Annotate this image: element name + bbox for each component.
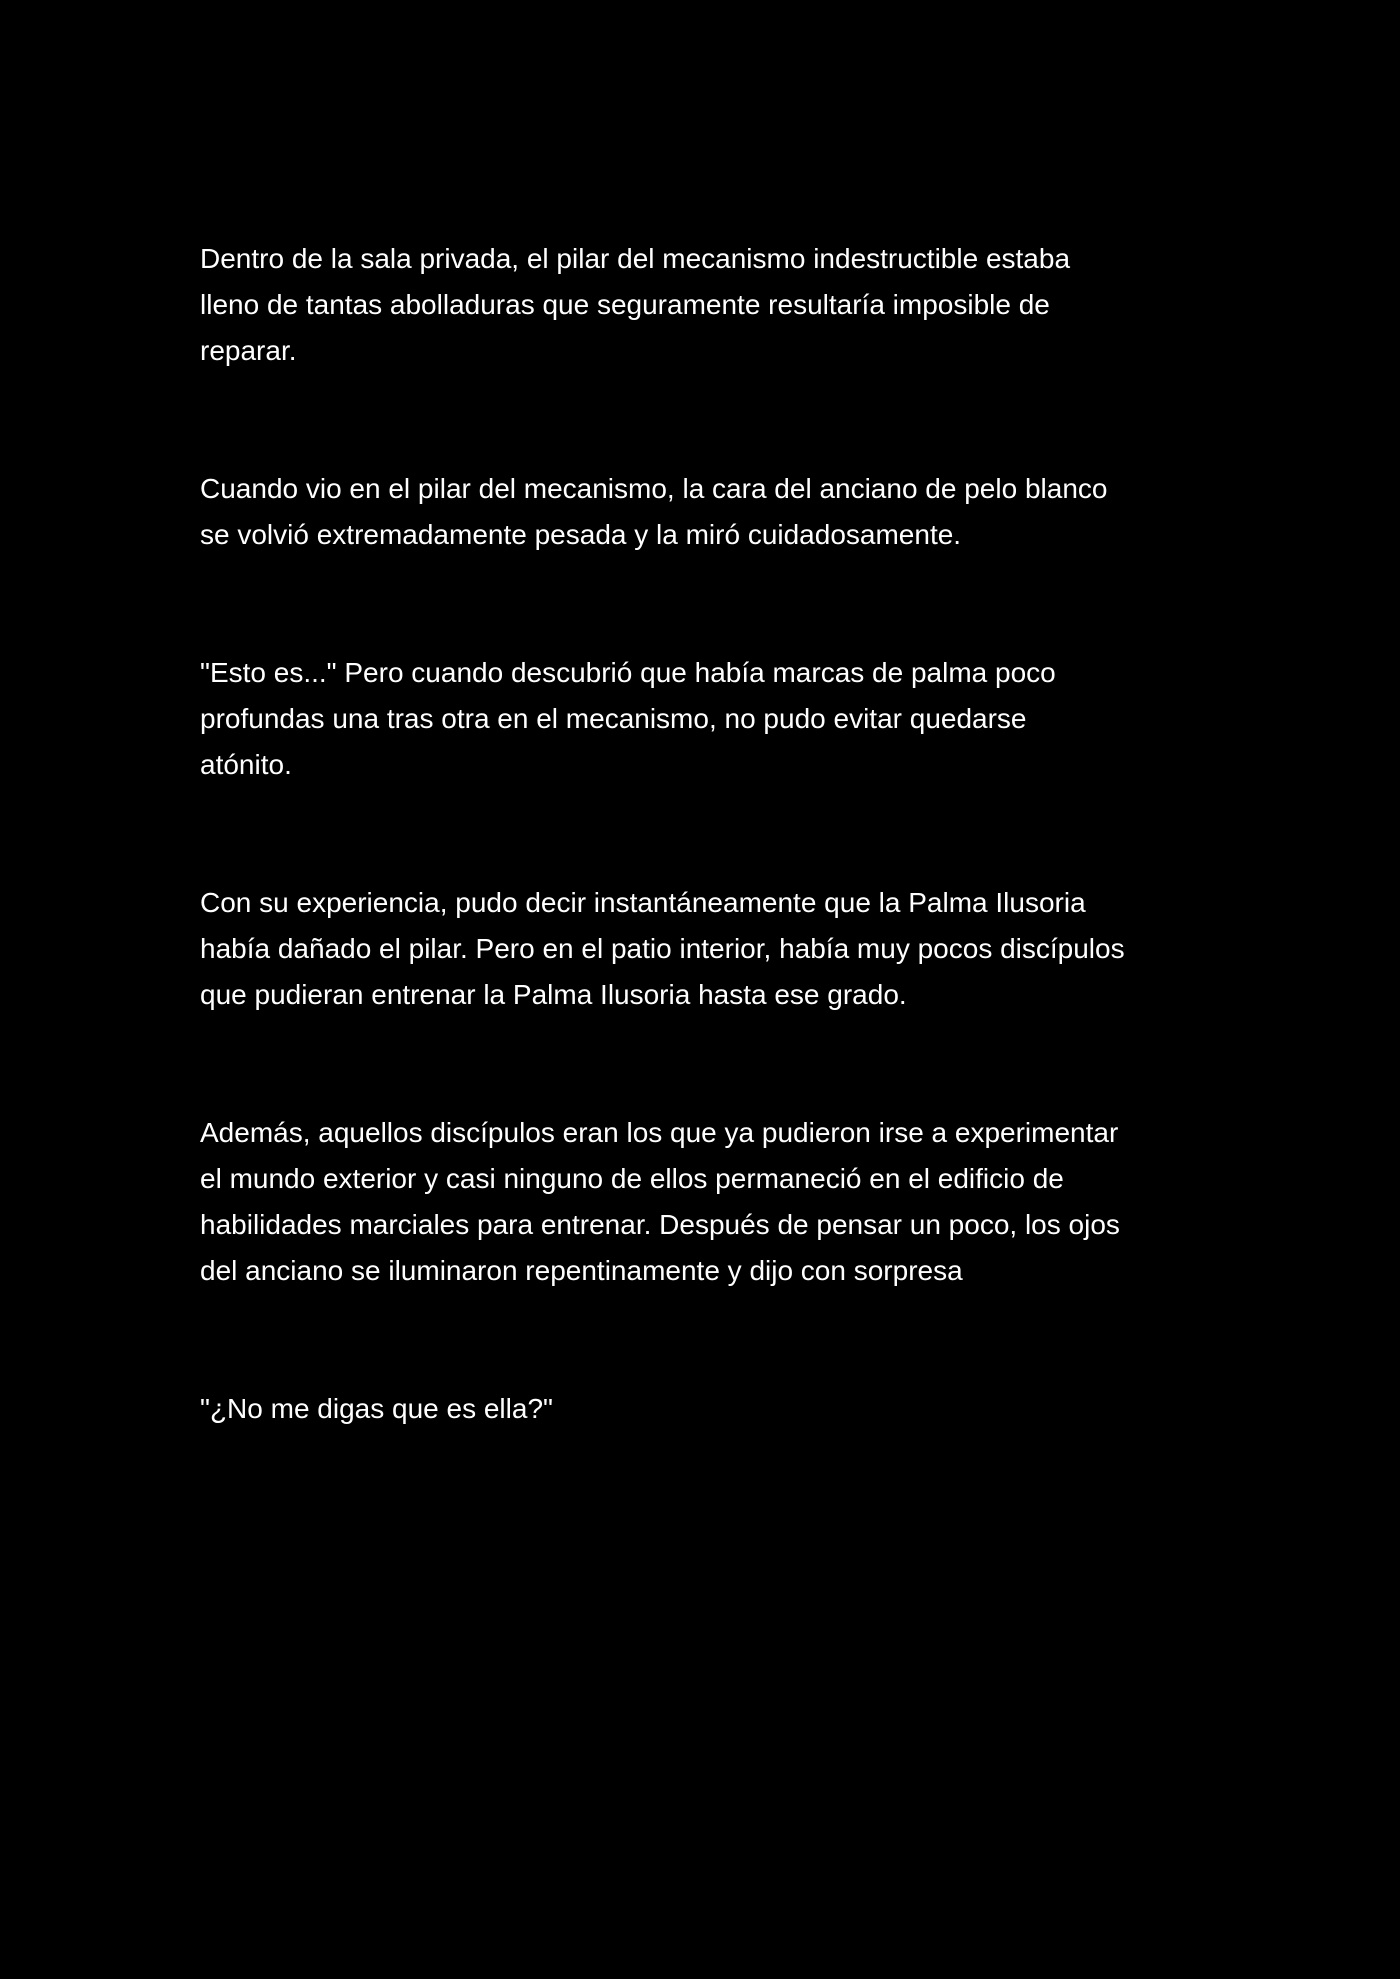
paragraph xyxy=(200,466,1210,558)
paragraph xyxy=(200,1110,1210,1294)
text-line: "Esto es..." Pero cuando descubrió que había marcas de palma poco xyxy=(200,657,1056,688)
text-line: el mundo exterior y casi ninguno de ellos permaneció en el edificio de xyxy=(200,1163,1064,1194)
text-line: Además, aquellos discípulos eran los que ya pudieron irse a experimentar xyxy=(200,1117,1119,1148)
text-line: habilidades marciales para entrenar. Después de pensar un poco, los ojos xyxy=(200,1209,1120,1240)
text-line: atónito. xyxy=(200,749,292,780)
text-line: que pudieran entrenar la Palma Ilusoria hasta ese grado. xyxy=(200,979,907,1010)
paragraph xyxy=(200,236,1210,374)
text-line: había dañado el pilar. Pero en el patio interior, había muy pocos discípulos xyxy=(200,933,1125,964)
text-line: Dentro de la sala privada, el pilar del mecanismo indestructible estaba xyxy=(200,243,1071,274)
text-line: profundas una tras otra en el mecanismo, no pudo evitar quedarse xyxy=(200,703,1027,734)
text-line: del anciano se iluminaron repentinamente y dijo con sorpresa xyxy=(200,1255,963,1286)
text-line: Con su experiencia, pudo decir instantáneamente que la Palma Ilusoria xyxy=(200,887,1086,918)
text-line: reparar. xyxy=(200,335,297,366)
paragraph xyxy=(200,650,1210,788)
text-line: se volvió extremadamente pesada y la miró cuidadosamente. xyxy=(200,519,962,550)
text-line: lleno de tantas abolladuras que seguramente resultaría imposible de xyxy=(200,289,1050,320)
paragraph xyxy=(200,880,1210,1018)
text-line: Cuando vio en el pilar del mecanismo, la cara del anciano de pelo blanco xyxy=(200,473,1108,504)
paragraph xyxy=(200,1386,1210,1432)
text-line: "¿No me digas que es ella?" xyxy=(200,1393,553,1424)
text-column xyxy=(200,236,1210,1432)
